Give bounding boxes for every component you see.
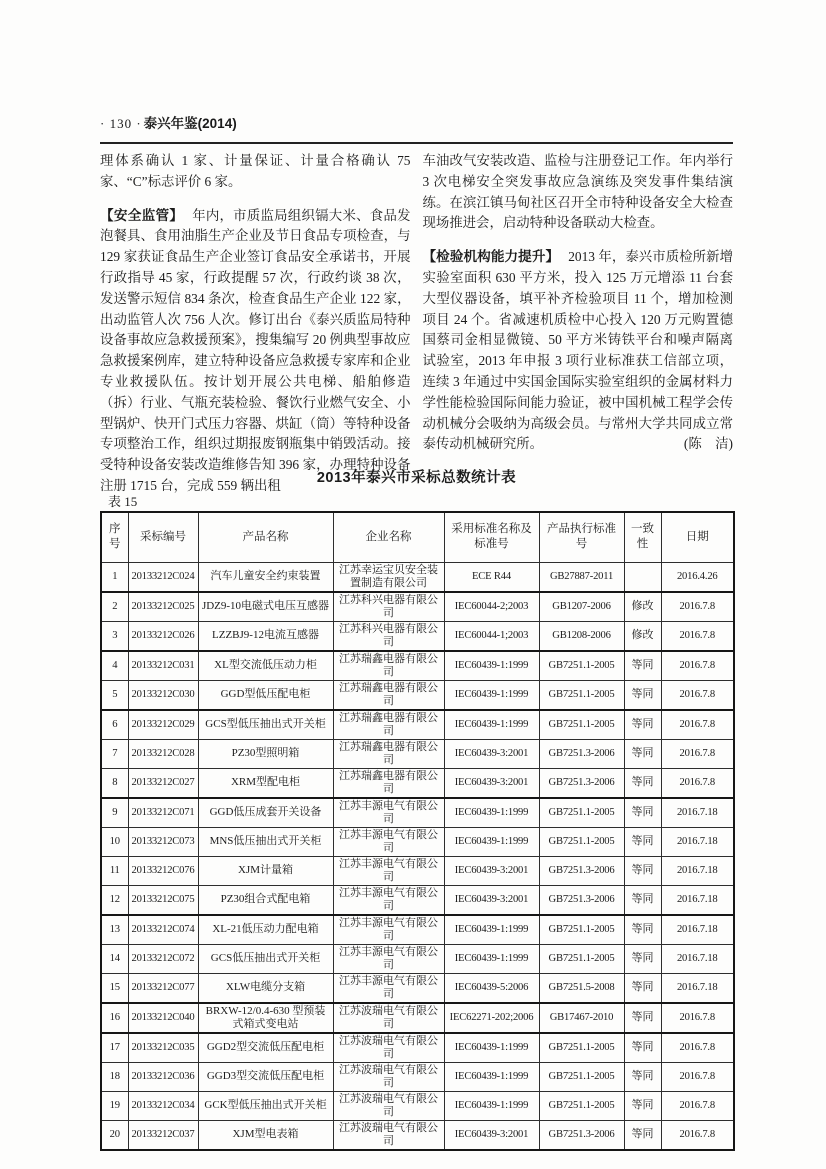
table-cell: IEC60439-1:1999	[444, 680, 539, 710]
table-cell: 2016.7.8	[661, 739, 734, 768]
table-cell: 20133212C030	[128, 680, 198, 710]
table-cell: IEC60439-1:1999	[444, 915, 539, 945]
section-body: 年内，市质监局组织镉大米、食品发泡餐具、食用油脂生产企业及节日食品专项检查，与 129 家获证食品生产企业签订食品安全承诺书，开展行政指导 45 家，行政提醒 57 次，行政约谈 38 次，发送警示短信 834 条次，检查食品生产企业 122 家，出动监管人次 756 人次。修订出台《泰兴质监局特种设备事故应急救援预案》，搜集编写 20 例典型事故应急救援案例库，建立特种设备应急救援专家库和企业专业救援队伍。按计划开展公共电梯、船舶修造（拆）行业、气瓶充装检验、餐饮行业燃气安全、小型锅炉、快开门式压力容器、烘缸（筒）等特种设备专项整治工作，组织过期报废钢瓶集中销毁活动。接受特种设备安装改造维修告知 396 家，办理特种设备注册 1715 台，完成 559 辆出租	[100, 207, 411, 493]
table-cell: 江苏瑞鑫电器有限公司	[333, 710, 444, 740]
table-cell: 18	[101, 1062, 128, 1091]
table-cell: 2016.7.18	[661, 827, 734, 856]
table-cell: 20133212C074	[128, 915, 198, 945]
standards-table-body	[101, 562, 734, 1150]
table-cell: 等同	[624, 1120, 661, 1150]
table-cell: GB17467-2010	[539, 1003, 624, 1033]
table-cell: GCK型低压抽出式开关柜	[198, 1091, 333, 1120]
table-cell: IEC60439-1:1999	[444, 827, 539, 856]
table-cell: GB7251.1-2005	[539, 1091, 624, 1120]
section-heading: 【检验机构能力提升】	[422, 249, 560, 265]
table-cell: IEC60439-5:2006	[444, 973, 539, 1003]
table-cell: 等同	[624, 944, 661, 973]
table-cell: IEC62271-202;2006	[444, 1003, 539, 1033]
table-cell: 等同	[624, 973, 661, 1003]
table-cell: 2016.7.8	[661, 1062, 734, 1091]
table-cell: 2016.7.8	[661, 1003, 734, 1033]
table-cell: 江苏波瑞电气有限公司	[333, 1120, 444, 1150]
table-cell: 2016.7.18	[661, 973, 734, 1003]
table-cell	[624, 562, 661, 592]
table-cell: 3	[101, 621, 128, 651]
table-cell: IEC60439-1:1999	[444, 1062, 539, 1091]
table-cell: 江苏瑞鑫电器有限公司	[333, 680, 444, 710]
table-cell: 等同	[624, 768, 661, 798]
table-cell: 16	[101, 1003, 128, 1033]
table-cell: GB7251.5-2008	[539, 973, 624, 1003]
table-cell: 2016.7.8	[661, 621, 734, 651]
table-cell: 9	[101, 798, 128, 828]
table-cell: GGD3型交流低压配电柜	[198, 1062, 333, 1091]
table-cell: GB7251.3-2006	[539, 768, 624, 798]
col-header-company: 企业名称	[333, 512, 444, 562]
table-cell: 20133212C037	[128, 1120, 198, 1150]
table-cell: 10	[101, 827, 128, 856]
table-cell: 等同	[624, 739, 661, 768]
table-cell: 江苏科兴电器有限公司	[333, 592, 444, 622]
table-cell: 20133212C027	[128, 768, 198, 798]
table-cell: 14	[101, 944, 128, 973]
table-title: 2013年泰兴市采标总数统计表	[316, 470, 517, 486]
table-cell: 20133212C035	[128, 1033, 198, 1063]
table-row	[101, 621, 734, 651]
article-columns	[100, 151, 733, 510]
table-cell: IEC60439-1:1999	[444, 710, 539, 740]
table-row	[101, 944, 734, 973]
table-cell: GB7251.1-2005	[539, 710, 624, 740]
book-title: 泰兴年鉴(2014)	[143, 116, 237, 131]
table-cell: 20133212C036	[128, 1062, 198, 1091]
col-header-product: 产品名称	[198, 512, 333, 562]
table-row	[101, 710, 734, 740]
table-cell: 江苏丰源电气有限公司	[333, 798, 444, 828]
table-cell: 江苏波瑞电气有限公司	[333, 1062, 444, 1091]
table-cell: XL-21低压动力配电箱	[198, 915, 333, 945]
table-cell: 修改	[624, 621, 661, 651]
table-cell: 17	[101, 1033, 128, 1063]
table-cell: 20133212C024	[128, 562, 198, 592]
table-row	[101, 592, 734, 622]
table-row	[101, 827, 734, 856]
running-head	[100, 112, 237, 132]
table-cell: XLW电缆分支箱	[198, 973, 333, 1003]
table-number-label: 表 15	[108, 494, 138, 509]
col-header-date: 日期	[661, 512, 734, 562]
table-row	[101, 885, 734, 915]
table-row	[101, 768, 734, 798]
table-cell: IEC60439-3:2001	[444, 739, 539, 768]
table-cell: GB7251.1-2005	[539, 827, 624, 856]
table-cell: 等同	[624, 710, 661, 740]
table-cell: 2016.7.8	[661, 680, 734, 710]
table-cell: 12	[101, 885, 128, 915]
table-cell: GB1208-2006	[539, 621, 624, 651]
table-cell: 2016.7.8	[661, 1091, 734, 1120]
table-cell: JDZ9-10电磁式电压互感器	[198, 592, 333, 622]
table-cell: 等同	[624, 1091, 661, 1120]
table-row	[101, 856, 734, 885]
table-cell: 等同	[624, 885, 661, 915]
table-cell: 等同	[624, 1033, 661, 1063]
table-cell: 江苏丰源电气有限公司	[333, 973, 444, 1003]
table-cell: 2016.7.8	[661, 1120, 734, 1150]
table-cell: 2016.7.18	[661, 915, 734, 945]
table-cell: ECE R44	[444, 562, 539, 592]
table-cell: IEC60439-1:1999	[444, 651, 539, 681]
table-cell: BRXW-12/0.4-630 型预装式箱式变电站	[198, 1003, 333, 1033]
table-cell: 等同	[624, 680, 661, 710]
section-heading: 【安全监管】	[100, 207, 184, 223]
table-cell: XJM型电表箱	[198, 1120, 333, 1150]
table-cell: IEC60439-1:1999	[444, 944, 539, 973]
continued-paragraph: 理体系确认 1 家、计量保证、计量合格确认 75 家、“C”标志评价 6 家。	[100, 153, 411, 189]
table-cell: 2	[101, 592, 128, 622]
table-cell: GB7251.1-2005	[539, 944, 624, 973]
table-cell: 等同	[624, 856, 661, 885]
table-cell: 20133212C025	[128, 592, 198, 622]
table-cell: 20133212C077	[128, 973, 198, 1003]
table-cell: IEC60439-1:1999	[444, 1091, 539, 1120]
table-cell: 等同	[624, 827, 661, 856]
table-cell: 修改	[624, 592, 661, 622]
table-cell: 20133212C026	[128, 621, 198, 651]
table-row	[101, 651, 734, 681]
table-cell: 江苏丰源电气有限公司	[333, 885, 444, 915]
table-cell: IEC60439-3:2001	[444, 885, 539, 915]
section-safety-supervision	[100, 206, 411, 497]
page-number: · 130 ·	[100, 116, 142, 131]
table-cell: PZ30组合式配电箱	[198, 885, 333, 915]
author-byline: (陈 洁)	[683, 436, 733, 452]
table-row	[101, 915, 734, 945]
table-cell: IEC60439-3:2001	[444, 856, 539, 885]
table-cell: 江苏丰源电气有限公司	[333, 827, 444, 856]
table-cell: 20133212C034	[128, 1091, 198, 1120]
table-cell: GB7251.3-2006	[539, 1120, 624, 1150]
table-row	[101, 1091, 734, 1120]
right-column	[423, 151, 734, 510]
table-cell: 8	[101, 768, 128, 798]
section-inspection-capability	[423, 247, 734, 455]
table-cell: 20133212C071	[128, 798, 198, 828]
table-cell: 等同	[624, 1003, 661, 1033]
table-cell: 等同	[624, 915, 661, 945]
table-cell: GCS型低压抽出式开关柜	[198, 710, 333, 740]
table-row	[101, 562, 734, 592]
table-cell: XJM计量箱	[198, 856, 333, 885]
table-row	[101, 680, 734, 710]
col-header-adopted-standard: 采用标准名称及标准号	[444, 512, 539, 562]
table-cell: 江苏幸运宝贝安全装置制造有限公司	[333, 562, 444, 592]
table-cell: 等同	[624, 651, 661, 681]
table-cell: 20133212C073	[128, 827, 198, 856]
table-cell: LZZBJ9-12电流互感器	[198, 621, 333, 651]
table-cell: 2016.7.18	[661, 856, 734, 885]
table-cell: 2016.7.18	[661, 885, 734, 915]
table-cell: GGD低压成套开关设备	[198, 798, 333, 828]
table-cell: 2016.7.18	[661, 944, 734, 973]
table-cell: 13	[101, 915, 128, 945]
standards-adoption-table	[100, 511, 735, 1151]
table-row	[101, 1003, 734, 1033]
table-cell: GGD2型交流低压配电柜	[198, 1033, 333, 1063]
table-cell: GB7251.1-2005	[539, 651, 624, 681]
table-cell: XRM型配电柜	[198, 768, 333, 798]
col-header-exec-standard: 产品执行标准号	[539, 512, 624, 562]
table-cell: GB7251.3-2006	[539, 885, 624, 915]
table-cell: 19	[101, 1091, 128, 1120]
table-cell: 江苏波瑞电气有限公司	[333, 1091, 444, 1120]
table-cell: 20133212C029	[128, 710, 198, 740]
table-cell: 20133212C072	[128, 944, 198, 973]
table-cell: 15	[101, 973, 128, 1003]
table-row	[101, 798, 734, 828]
table-cell: 7	[101, 739, 128, 768]
table-cell: 等同	[624, 798, 661, 828]
table-cell: 20	[101, 1120, 128, 1150]
table-cell: 等同	[624, 1062, 661, 1091]
table-cell: 20133212C040	[128, 1003, 198, 1033]
table-cell: 20133212C075	[128, 885, 198, 915]
table-cell: 2016.7.8	[661, 592, 734, 622]
table-cell: 4	[101, 651, 128, 681]
continued-paragraph: 车油改气安装改造、监检与注册登记工作。年内举行 3 次电梯安全突发事故应急演练及突发事件集结演练。在滨江镇马甸社区召开全市特种设备安全大检查现场推进会，启动特种设备联动大检查。	[422, 153, 733, 231]
col-header-consistency: 一致性	[624, 512, 661, 562]
table-row	[101, 1033, 734, 1063]
table-cell: GB1207-2006	[539, 592, 624, 622]
table-cell: 11	[101, 856, 128, 885]
col-header-seq: 序号	[101, 512, 128, 562]
table-cell: 江苏丰源电气有限公司	[333, 856, 444, 885]
table-row	[101, 1062, 734, 1091]
table-cell: 20133212C031	[128, 651, 198, 681]
table-cell: IEC60439-3:2001	[444, 1120, 539, 1150]
table-cell: GB7251.1-2005	[539, 1033, 624, 1063]
table-cell: IEC60439-1:1999	[444, 1033, 539, 1063]
table-cell: 江苏瑞鑫电器有限公司	[333, 651, 444, 681]
table-cell: 江苏波瑞电气有限公司	[333, 1003, 444, 1033]
table-cell: 江苏丰源电气有限公司	[333, 915, 444, 945]
table-cell: 江苏瑞鑫电器有限公司	[333, 739, 444, 768]
table-cell: PZ30型照明箱	[198, 739, 333, 768]
table-row	[101, 973, 734, 1003]
table-cell: 6	[101, 710, 128, 740]
table-cell: MNS低压抽出式开关柜	[198, 827, 333, 856]
table-cell: 2016.7.18	[661, 798, 734, 828]
table-header-row	[101, 512, 734, 562]
table-cell: 江苏科兴电器有限公司	[333, 621, 444, 651]
col-header-code: 采标编号	[128, 512, 198, 562]
table-cell: 1	[101, 562, 128, 592]
table-cell: 2016.7.8	[661, 1033, 734, 1063]
left-column	[100, 151, 411, 510]
table-cell: GB7251.1-2005	[539, 1062, 624, 1091]
table-cell: 20133212C028	[128, 739, 198, 768]
table-cell: GB7251.1-2005	[539, 915, 624, 945]
table-cell: GB7251.1-2005	[539, 680, 624, 710]
table-cell: 5	[101, 680, 128, 710]
table-cell: 江苏丰源电气有限公司	[333, 944, 444, 973]
table-cell: IEC60044-2;2003	[444, 592, 539, 622]
section-body: 2013 年，泰兴市质检所新增实验室面积 630 平方米，投入 125 万元增添 11 台套大型仪器设备，填平补齐检验项目 11 个，增加检测项目 24 个。省减速机质检中心投入 120 万元购置德国蔡司金相显微镜、50 平方米铸铁平台和噪声隔离试验室，2013 年申报 3 项行业标准获工信部立项，连续 3 年通过中实国金国际实验室组织的金属材料力学性能检验国际间能力验证，被中国机械工程学会传动机械分会吸纳为高级会员。与常州大学共同成立常泰传动机械研究所。	[422, 249, 733, 452]
table-cell: 2016.7.8	[661, 651, 734, 681]
table-cell: XL型交流低压动力柜	[198, 651, 333, 681]
header-rule	[100, 142, 733, 144]
table-cell: IEC60439-3:2001	[444, 768, 539, 798]
table-cell: IEC60044-1;2003	[444, 621, 539, 651]
table-row	[101, 1120, 734, 1150]
table-cell: GB27887-2011	[539, 562, 624, 592]
table-cell: 2016.7.8	[661, 710, 734, 740]
table-cell: 江苏波瑞电气有限公司	[333, 1033, 444, 1063]
table-cell: GB7251.3-2006	[539, 739, 624, 768]
table-cell: 20133212C076	[128, 856, 198, 885]
table-cell: GCS低压抽出式开关柜	[198, 944, 333, 973]
table-cell: 江苏瑞鑫电器有限公司	[333, 768, 444, 798]
table-row	[101, 739, 734, 768]
table-cell: GGD型低压配电柜	[198, 680, 333, 710]
table-cell: 汽车儿童安全约束装置	[198, 562, 333, 592]
table-cell: IEC60439-1:1999	[444, 798, 539, 828]
table-cell: GB7251.1-2005	[539, 798, 624, 828]
table-cell: 2016.4.26	[661, 562, 734, 592]
table-cell: GB7251.3-2006	[539, 856, 624, 885]
table-cell: 2016.7.8	[661, 768, 734, 798]
